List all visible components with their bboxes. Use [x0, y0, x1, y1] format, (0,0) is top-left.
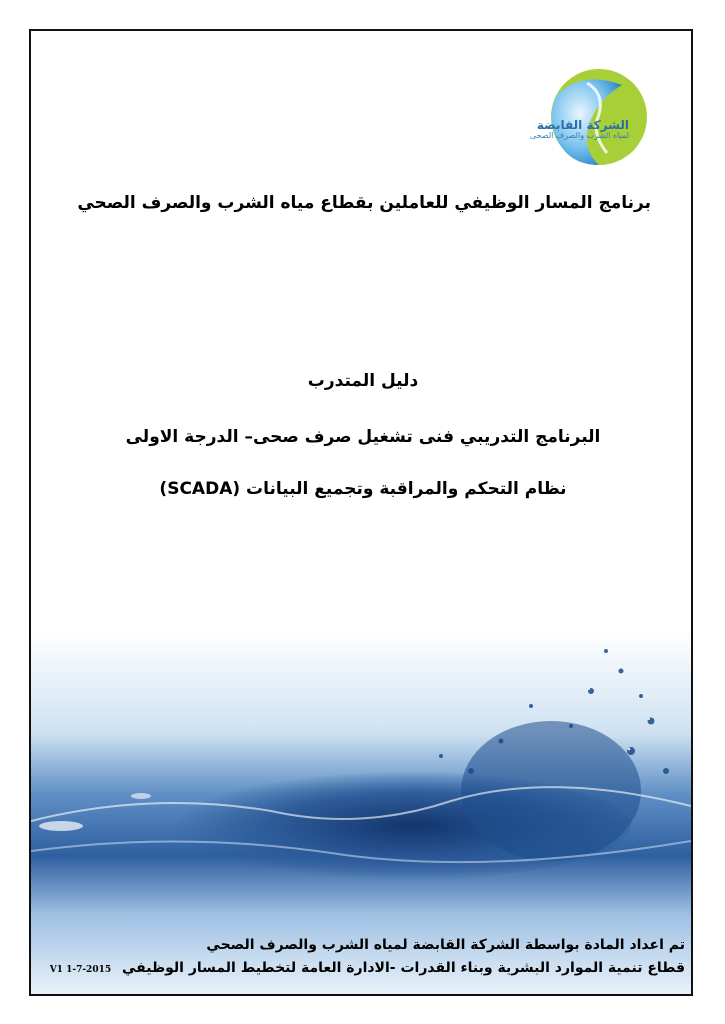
footer-prepared-by: تم اعداد المادة بواسطة الشركة القابضة لمياه الشرب والصرف الصحي: [206, 937, 685, 953]
guide-label: دليل المتدرب: [307, 371, 419, 391]
version-label: V1 1-7-2015: [49, 965, 112, 975]
course-title: البرنامج التدريبي فنى تشغيل صرف صحى– الدرجة الاولى: [125, 427, 601, 447]
system-title: نظام التحكم والمراقبة وتجميع البيانات (SCADA): [159, 479, 567, 499]
logo-name-line1: الشركة القابضة: [536, 118, 629, 132]
logo-text: [530, 119, 629, 141]
logo-name-line2: لمياه الشرب والصرف الصحى: [529, 131, 629, 141]
footer-sector-text: قطاع تنمية الموارد البشرية وبناء القدرات -الادارة العامة لتخطيط المسار الوظيفي: [122, 960, 685, 976]
footer-sector-line: [39, 960, 685, 976]
program-title: برنامج المسار الوظيفي للعاملين بقطاع مياه الشرب والصرف الصحي: [77, 193, 651, 213]
page-border: [29, 29, 693, 996]
